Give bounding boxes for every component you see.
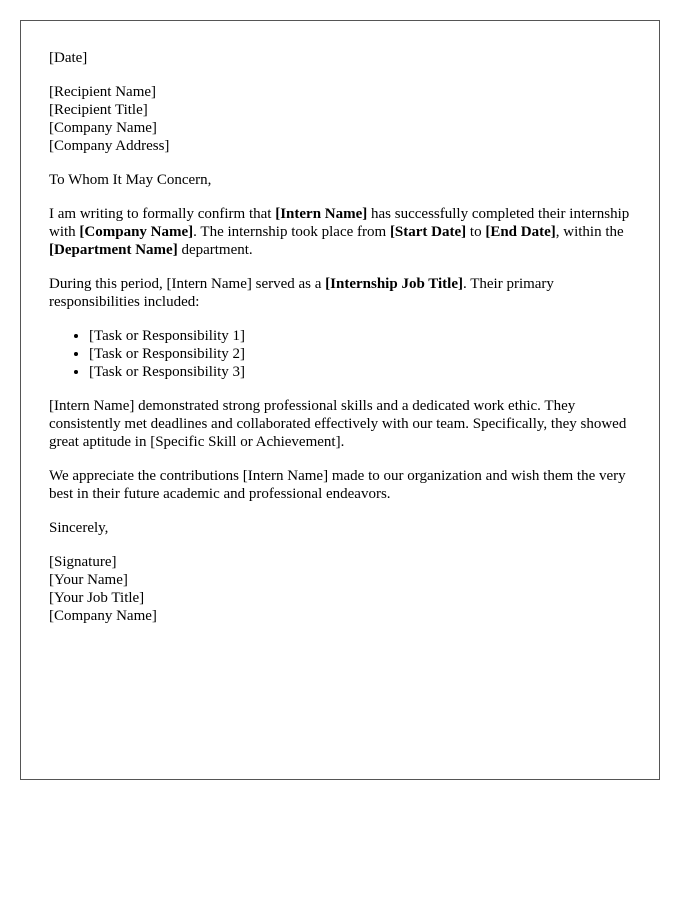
p2-text-1: During this period, [Intern Name] served as a — [49, 276, 326, 292]
letter-date — [49, 49, 631, 67]
letter-page — [20, 20, 660, 780]
sender-job-title: [Your Job Title] — [49, 590, 145, 606]
company-name-placeholder: [Company Name] — [79, 224, 194, 240]
list-item: • [Task or Responsibility 1] — [89, 327, 631, 345]
p1-text-1: I am writing to formally confirm that — [49, 206, 276, 222]
job-title-placeholder: [Internship Job Title] — [325, 276, 463, 292]
recipient-title: [Recipient Title] — [49, 102, 148, 118]
recipient-block — [49, 83, 631, 155]
paragraph-confirmation — [49, 205, 631, 259]
signature-line: [Signature] — [49, 554, 117, 570]
start-date-placeholder: [Start Date] — [389, 224, 467, 240]
p1-text-3: . The internship took place from — [193, 224, 390, 240]
signature-block — [49, 553, 631, 625]
end-date-placeholder: [End Date] — [485, 224, 556, 240]
paragraph-role — [49, 275, 631, 311]
list-item: • [Task or Responsibility 2] — [89, 345, 631, 363]
sender-name: [Your Name] — [49, 572, 128, 588]
p1-text-2: has successfully completed their internship with — [49, 206, 630, 240]
paragraph-appreciation: We appreciate the contributions [Intern Name] made to our organization and wish them the very best in their future academic and professional endeavors. — [49, 468, 626, 502]
intern-name-placeholder: [Intern Name] — [275, 206, 368, 222]
paragraph-performance: [Intern Name] demonstrated strong professional skills and a dedicated work ethic. They consistently met deadlines and collaborated effectively with our team. Specifically, they showed great aptitude in [Specific Skill or Achievement]. — [49, 398, 627, 450]
p2-text-2: . Their primary responsibilities included: — [49, 276, 554, 310]
closing: Sincerely, — [49, 520, 109, 536]
p1-text-6: department. — [177, 242, 253, 258]
department-name-placeholder: [Department Name] — [49, 242, 178, 258]
date-text: [Date] — [49, 50, 88, 66]
recipient-address: [Company Address] — [49, 138, 170, 154]
list-item: • [Task or Responsibility 3] — [89, 363, 631, 381]
salutation: To Whom It May Concern, — [49, 172, 212, 188]
p1-text-5: , within the — [555, 224, 624, 240]
p1-text-4: to — [466, 224, 486, 240]
responsibilities-list — [49, 327, 631, 381]
sender-company: [Company Name] — [49, 608, 157, 624]
recipient-name: [Recipient Name] — [49, 84, 157, 100]
recipient-company: [Company Name] — [49, 120, 157, 136]
